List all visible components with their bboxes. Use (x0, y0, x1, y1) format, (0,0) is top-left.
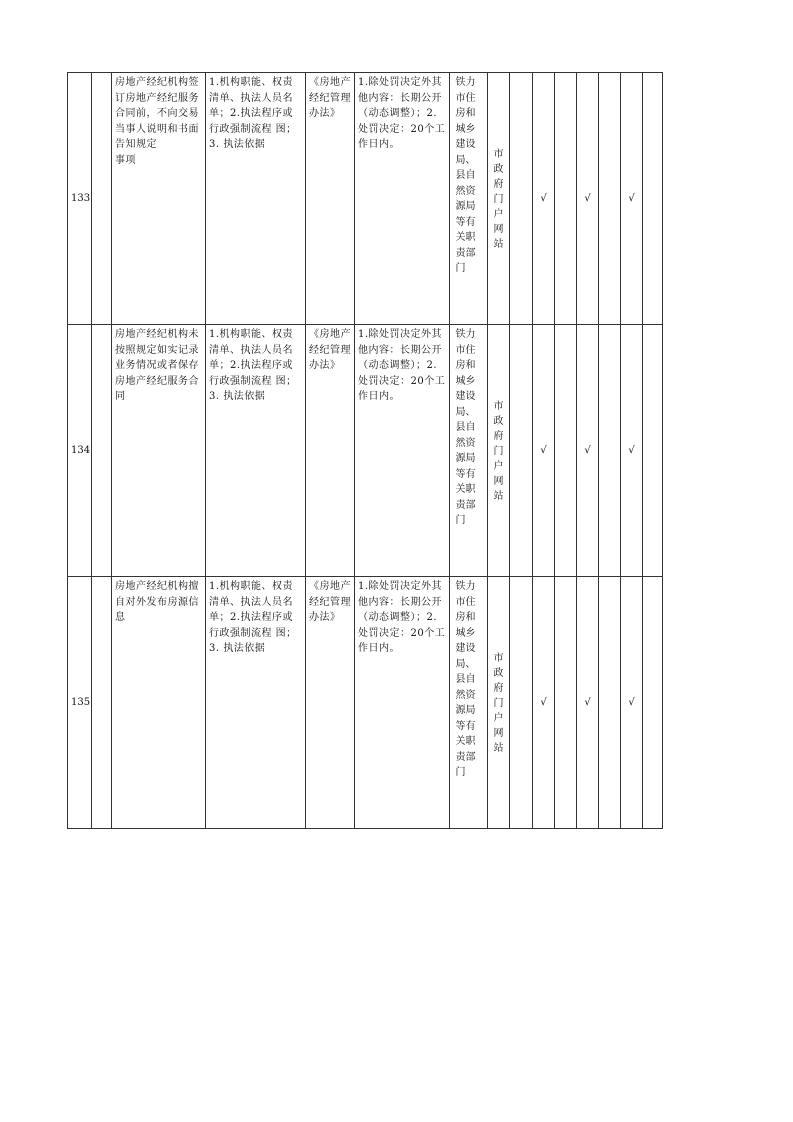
check-mark (510, 325, 533, 577)
table-row (68, 577, 663, 829)
check-mark: √ (577, 73, 599, 325)
check-mark (599, 577, 621, 829)
check-mark: √ (621, 73, 643, 325)
check-mark (555, 577, 577, 829)
check-mark: √ (577, 577, 599, 829)
content-cell: 1.机构职能、权责清单、执法人员名单；2.执法程序或行政强制流程 图；3. 执法依据 (206, 325, 306, 577)
check-mark (555, 73, 577, 325)
timing-cell: 1.除处罚决定外其他内容：长期公开（动态调整）；2.处罚决定：20个工作日内。 (355, 325, 450, 577)
row-index: 133 (68, 73, 92, 325)
table-row (68, 325, 663, 577)
table-row (68, 73, 663, 325)
channel-text: 市政府门户网站 (493, 149, 504, 250)
channel-cell (488, 325, 510, 577)
basis-cell: 《房地产经纪管理办法》 (306, 325, 355, 577)
check-mark: √ (533, 325, 555, 577)
channel-text: 市政府门户网站 (493, 401, 504, 502)
check-mark: √ (621, 577, 643, 829)
department-cell (450, 325, 488, 577)
check-mark: √ (621, 325, 643, 577)
check-mark (599, 325, 621, 577)
disclosure-table (67, 72, 663, 829)
check-mark (643, 73, 663, 325)
subject-cell (112, 325, 206, 577)
check-mark (510, 577, 533, 829)
timing-cell: 1.除处罚决定外其他内容：长期公开（动态调整）；2.处罚决定：20个工作日内。 (355, 73, 450, 325)
content-cell: 1.机构职能、权责清单、执法人员名单；2.执法程序或行政强制流程 图；3. 执法依据 (206, 577, 306, 829)
basis-cell: 《房地产经纪管理办法》 (306, 73, 355, 325)
subject-cell (112, 73, 206, 325)
channel-text: 市政府门户网站 (493, 653, 504, 754)
channel-cell (488, 73, 510, 325)
timing-cell: 1.除处罚决定外其他内容：长期公开（动态调整）；2.处罚决定：20个工作日内。 (355, 577, 450, 829)
subject-text: 房地产经纪机构擅自对外发布房源信息 (115, 581, 199, 623)
row-spacer (92, 325, 112, 577)
check-mark (599, 73, 621, 325)
row-spacer (92, 577, 112, 829)
content-cell: 1.机构职能、权责清单、执法人员名单；2.执法程序或行政强制流程 图；3. 执法依据 (206, 73, 306, 325)
check-mark (643, 325, 663, 577)
subject-text: 房地产经纪机构未按照规定如实记录业务情况或者保存房地产经纪服务合同 (115, 329, 199, 402)
row-spacer (92, 73, 112, 325)
check-mark (555, 325, 577, 577)
check-mark (510, 73, 533, 325)
row-index: 135 (68, 577, 92, 829)
row-index: 134 (68, 325, 92, 577)
check-mark: √ (533, 577, 555, 829)
channel-cell (488, 577, 510, 829)
subject-text-tail: 事项 (115, 154, 136, 166)
check-mark: √ (533, 73, 555, 325)
basis-cell: 《房地产经纪管理办法》 (306, 577, 355, 829)
check-mark: √ (577, 325, 599, 577)
department-text: 铁力市住房和城乡建设局、县自然资源局等有关职责部门 (455, 77, 476, 274)
subject-text: 房地产经纪机构签订房地产经纪服务合同前，不向交易当事人说明和书面告知规定 (115, 77, 199, 150)
department-text: 铁力市住房和城乡建设局、县自然资源局等有关职责部门 (455, 581, 476, 778)
department-text: 铁力市住房和城乡建设局、县自然资源局等有关职责部门 (455, 329, 476, 526)
department-cell (450, 577, 488, 829)
check-mark (643, 577, 663, 829)
subject-cell (112, 577, 206, 829)
department-cell (450, 73, 488, 325)
